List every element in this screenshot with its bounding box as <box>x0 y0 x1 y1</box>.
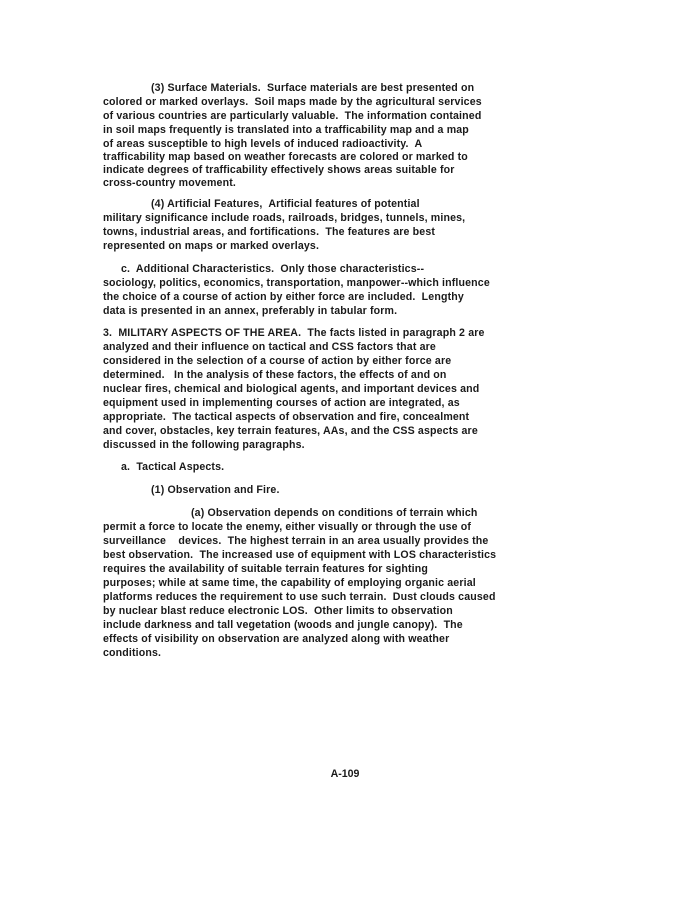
paragraph-observation-line-8: by nuclear blast reduce electronic LOS. Other limits to observation <box>103 605 453 617</box>
page-number: A-109 <box>330 768 360 780</box>
paragraph-artificial-features-line-1: (4) Artificial Features, Artificial features of potential <box>151 198 420 210</box>
paragraph-additional-characteristics-line-3: the choice of a course of action by either force are included. Lengthy <box>103 291 464 303</box>
paragraph-military-aspects-line-3: considered in the selection of a course of action by either force are <box>103 355 452 367</box>
paragraph-observation-line-10: effects of visibility on observation are analyzed along with weather <box>103 633 450 645</box>
heading-tactical-aspects: a. Tactical Aspects. <box>121 461 225 473</box>
paragraph-surface-materials-line-8: cross-country movement. <box>103 177 236 189</box>
paragraph-observation-line-5: requires the availability of suitable terrain features for sighting <box>103 563 428 575</box>
paragraph-observation-line-4: best observation. The increased use of equipment with LOS characteristics <box>103 549 497 561</box>
paragraph-surface-materials-line-7: indicate degrees of trafficability effectively shows areas suitable for <box>103 164 455 176</box>
paragraph-military-aspects-line-6: equipment used in implementing courses of action are integrated, as <box>103 397 460 409</box>
paragraph-military-aspects-line-5: nuclear fires, chemical and biological agents, and important devices and <box>103 383 480 395</box>
paragraph-military-aspects-line-8: and cover, obstacles, key terrain features, AAs, and the CSS aspects are <box>103 425 478 437</box>
paragraph-observation-line-2: permit a force to locate the enemy, either visually or through the use of <box>103 521 472 533</box>
paragraph-additional-characteristics-line-4: data is presented in an annex, preferably in tabular form. <box>103 305 398 317</box>
paragraph-observation-line-11: conditions. <box>103 647 162 659</box>
paragraph-observation-line-7: platforms reduces the requirement to use such terrain. Dust clouds caused <box>103 591 496 603</box>
paragraph-artificial-features-line-4: represented on maps or marked overlays. <box>103 240 320 252</box>
paragraph-military-aspects-line-1: 3. MILITARY ASPECTS OF THE AREA. The facts listed in paragraph 2 are <box>103 327 485 339</box>
paragraph-military-aspects-line-9: discussed in the following paragraphs. <box>103 439 305 451</box>
paragraph-observation-line-1: (a) Observation depends on conditions of terrain which <box>191 507 478 519</box>
paragraph-surface-materials-line-3: of various countries are particularly valuable. The information contained <box>103 110 482 122</box>
paragraph-observation-line-6: purposes; while at same time, the capability of employing organic aerial <box>103 577 476 589</box>
paragraph-additional-characteristics-line-2: sociology, politics, economics, transportation, manpower--which influence <box>103 277 490 289</box>
paragraph-surface-materials-line-2: colored or marked overlays. Soil maps made by the agricultural services <box>103 96 482 108</box>
paragraph-artificial-features-line-2: military significance include roads, railroads, bridges, tunnels, mines, <box>103 212 466 224</box>
paragraph-observation-line-3: surveillance devices. The highest terrain in an area usually provides the <box>103 535 489 547</box>
paragraph-additional-characteristics-line-1: c. Additional Characteristics. Only those characteristics-- <box>121 263 425 275</box>
paragraph-military-aspects-line-7: appropriate. The tactical aspects of observation and fire, concealment <box>103 411 470 423</box>
paragraph-military-aspects-line-2: analyzed and their influence on tactical and CSS factors that are <box>103 341 436 353</box>
paragraph-surface-materials-line-5: of areas susceptible to high levels of induced radioactivity. A <box>103 138 423 150</box>
heading-observation-and-fire: (1) Observation and Fire. <box>151 484 280 496</box>
paragraph-surface-materials-line-4: in soil maps frequently is translated into a trafficability map and a map <box>103 124 469 136</box>
paragraph-observation-line-9: include darkness and tall vegetation (woods and jungle canopy). The <box>103 619 463 631</box>
paragraph-surface-materials-line-1: (3) Surface Materials. Surface materials are best presented on <box>151 82 475 94</box>
paragraph-artificial-features-line-3: towns, industrial areas, and fortifications. The features are best <box>103 226 436 238</box>
paragraph-military-aspects-line-4: determined. In the analysis of these factors, the effects of and on <box>103 369 447 381</box>
paragraph-surface-materials-line-6: trafficability map based on weather forecasts are colored or marked to <box>103 151 468 163</box>
